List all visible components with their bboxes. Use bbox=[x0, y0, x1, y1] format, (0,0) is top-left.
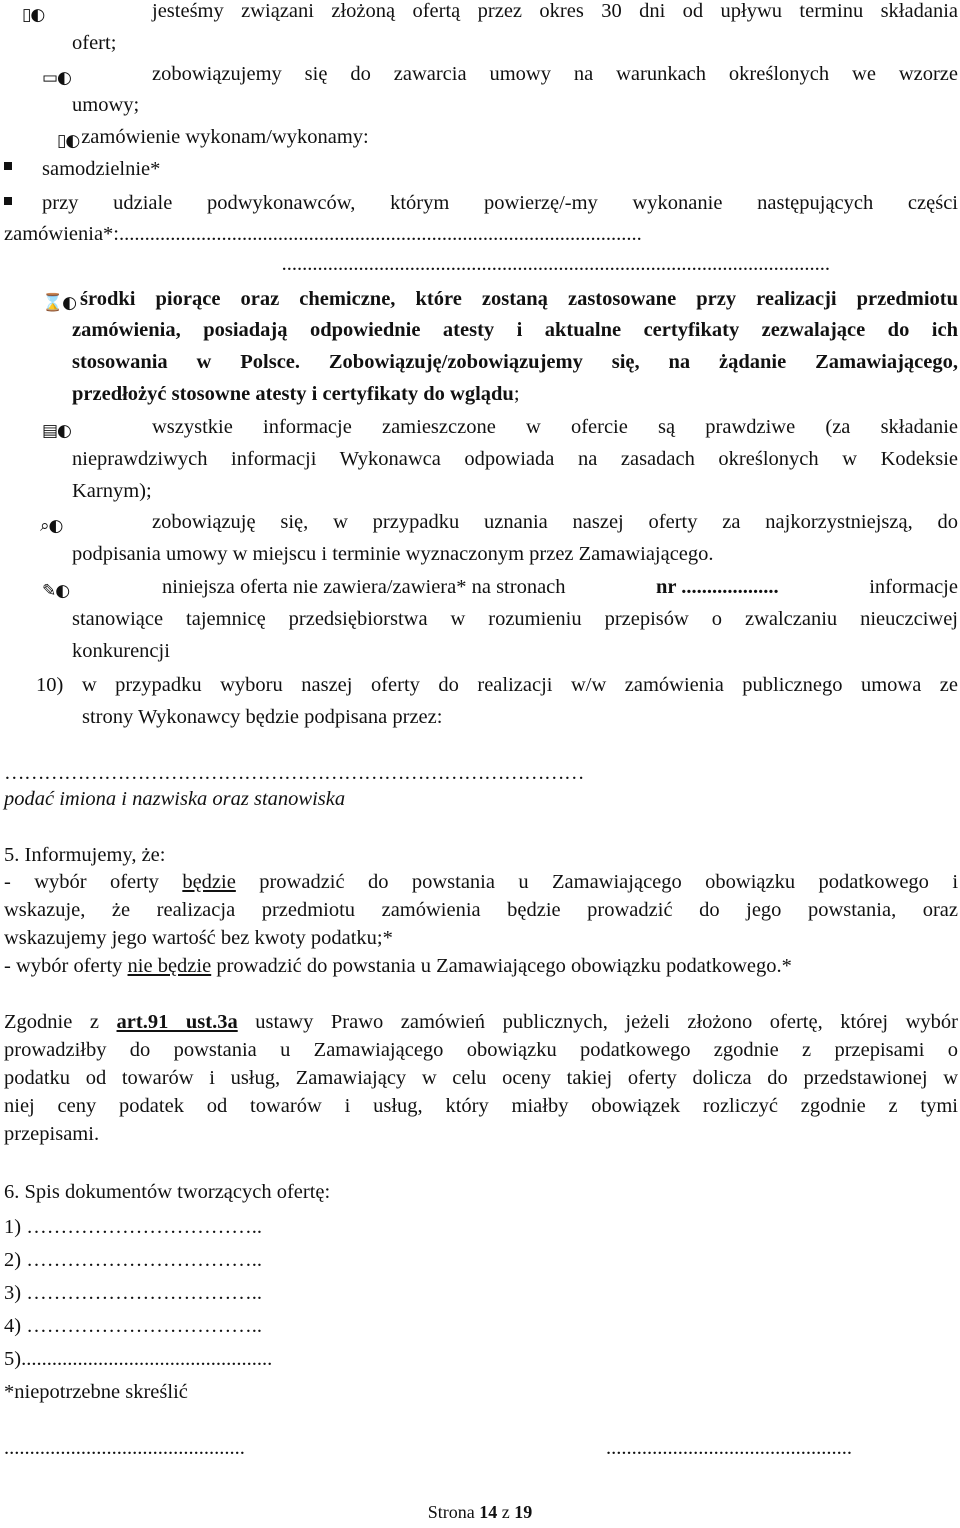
list-marker-icon: ✎◐ bbox=[42, 581, 70, 601]
bullet-podwykonawcy-continuation: zamówienia*:...................................................................................................... bbox=[4, 223, 642, 245]
square-bullet-icon bbox=[4, 197, 12, 205]
page-footer: Strona 14 z 19 bbox=[427, 1502, 533, 1522]
article-line-4: niej ceny podatek od towarów i usług, który miałby obowiązek rozliczyć zgodnie z tymi bbox=[4, 1095, 958, 1117]
list-marker-icon: ▯◐ bbox=[22, 5, 45, 25]
document-list-entry-1: 1) …………………………….. bbox=[4, 1216, 262, 1238]
item-4-text: zobowiązujemy się do zawarcia umowy na warunkach określonych we wzorze bbox=[152, 63, 958, 85]
item-6-line-2: zamówienia, posiadają odpowiednie atesty i aktualne certyfikaty zezwalające do ich bbox=[72, 319, 958, 341]
item-10-text: 10) w przypadku wyboru naszej oferty do realizacji w/w zamówienia publicznego umowa ze bbox=[36, 674, 958, 696]
item-5 bbox=[57, 122, 369, 157]
document-list-entry-3: 3) …………………………….. bbox=[4, 1282, 262, 1304]
square-bullet-icon bbox=[4, 162, 12, 170]
list-marker-icon: ⌕◐ bbox=[40, 516, 63, 536]
item-7-text: wszystkie informacje zamieszczone w ofercie są prawdziwe (za składanie bbox=[152, 416, 958, 438]
item-3-marker bbox=[22, 0, 46, 31]
item-6-marker bbox=[42, 284, 78, 319]
article-line-2: prowadziłby do powstania u Zamawiającego obowiązku podatkowego zgodnie z przepisami o bbox=[4, 1039, 958, 1061]
item-3-continuation: ofert; bbox=[72, 32, 117, 54]
item-9-line-2: stanowiące tajemnicę przedsiębiorstwa w rozumieniu przepisów o zwalczaniu nieuczciwej bbox=[72, 608, 958, 630]
item-6-line-4: przedłożyć stosowne atesty i certyfikaty do wglądu; bbox=[72, 383, 520, 405]
signature-place-left: ............................................... bbox=[4, 1437, 245, 1459]
list-marker-icon: ▭◐ bbox=[42, 68, 71, 88]
list-marker-icon: ▯◐ bbox=[57, 131, 80, 151]
item-8-marker bbox=[40, 507, 64, 542]
total-pages: 19 bbox=[514, 1502, 533, 1522]
item-9-line-3: konkurencji bbox=[72, 640, 170, 662]
document-list-entry-4: 4) …………………………….. bbox=[4, 1315, 262, 1337]
signature-place-right: ................................................ bbox=[606, 1437, 852, 1459]
section-5-line-1: - wybór oferty będzie prowadzić do powstania u Zamawiającego obowiązku podatkowego i bbox=[4, 871, 959, 893]
item-6-line-3: stosowania w Polsce. Zobowiązuję/zobowiązujemy się, na żądanie Zamawiającego, bbox=[72, 351, 958, 373]
article-line-3: podatku od towarów i usług, Zamawiający w celu oceny takiej oferty dolicza do przedstawionej w bbox=[4, 1067, 958, 1089]
item-10-line-2: strony Wykonawcy będzie podpisana przez: bbox=[82, 706, 443, 728]
item-8-line-2: podpisania umowy w miejscu i terminie wyznaczonym przez Zamawiającego. bbox=[72, 543, 714, 565]
item-7-line-3: Karnym); bbox=[72, 480, 152, 502]
article-line-5: przepisami. bbox=[4, 1123, 100, 1145]
item-9-text: niniejsza oferta nie zawiera/zawiera* na stronach nr ................... informacje bbox=[162, 576, 958, 598]
bullet-samodzielnie: samodzielnie* bbox=[42, 158, 161, 180]
item-4-marker bbox=[42, 59, 73, 94]
section-6-heading: 6. Spis dokumentów tworzących ofertę: bbox=[4, 1181, 331, 1203]
signature-caption: podać imiona i nazwiska oraz stanowiska bbox=[4, 788, 346, 810]
item-4-continuation: umowy; bbox=[72, 94, 140, 116]
section-5-line-4: - wybór oferty nie będzie prowadzić do powstania u Zamawiającego obowiązku podatkowego.* bbox=[4, 955, 792, 977]
dotted-fill-line: ........................................................................................................... bbox=[281, 253, 830, 275]
section-5-heading: 5. Informujemy, że: bbox=[4, 844, 166, 866]
section-5-line-2: wskazuje, że realizacja przedmiotu zamówienia będzie prowadzić do jego powstania, oraz bbox=[4, 899, 958, 921]
item-6-line-1: środki piorące oraz chemiczne, które zostaną zastosowane przy realizacji przedmiotu bbox=[80, 288, 958, 310]
footnote: *niepotrzebne skreślić bbox=[4, 1381, 188, 1403]
section-5-line-3: wskazujemy jego wartość bez kwoty podatku;* bbox=[4, 927, 393, 949]
list-marker-icon: ⌛◐ bbox=[42, 293, 77, 313]
item-9-marker bbox=[42, 572, 71, 607]
item-8-text: zobowiązuję się, w przypadku uznania naszej oferty za najkorzystniejszą, do bbox=[152, 511, 958, 533]
bullet-podwykonawcy: przy udziale podwykonawców, którym powierzę/-my wykonanie następujących części bbox=[42, 192, 958, 214]
current-page-number: 14 bbox=[479, 1502, 498, 1522]
article-line-1: Zgodnie z art.91 ust.3a ustawy Prawo zamówień publicznych, jeżeli złożono ofertę, której wybór bbox=[4, 1011, 958, 1033]
document-list-entry-5: 5)................................................. bbox=[4, 1348, 273, 1370]
item-3-text: jesteśmy związani złożoną ofertą przez okres 30 dni od upływu terminu składania bbox=[152, 0, 958, 22]
signature-dotted-line: …………………………………………………………………………… bbox=[4, 762, 584, 784]
item-7-line-2: nieprawdziwych informacji Wykonawca odpowiada na zasadach określonych w Kodeksie bbox=[72, 448, 958, 470]
list-marker-icon: ▤◐ bbox=[42, 421, 71, 441]
item-5-text: zamówienie wykonam/wykonamy: bbox=[81, 126, 369, 148]
document-list-entry-2: 2) …………………………….. bbox=[4, 1249, 262, 1271]
item-7-marker bbox=[42, 412, 73, 447]
